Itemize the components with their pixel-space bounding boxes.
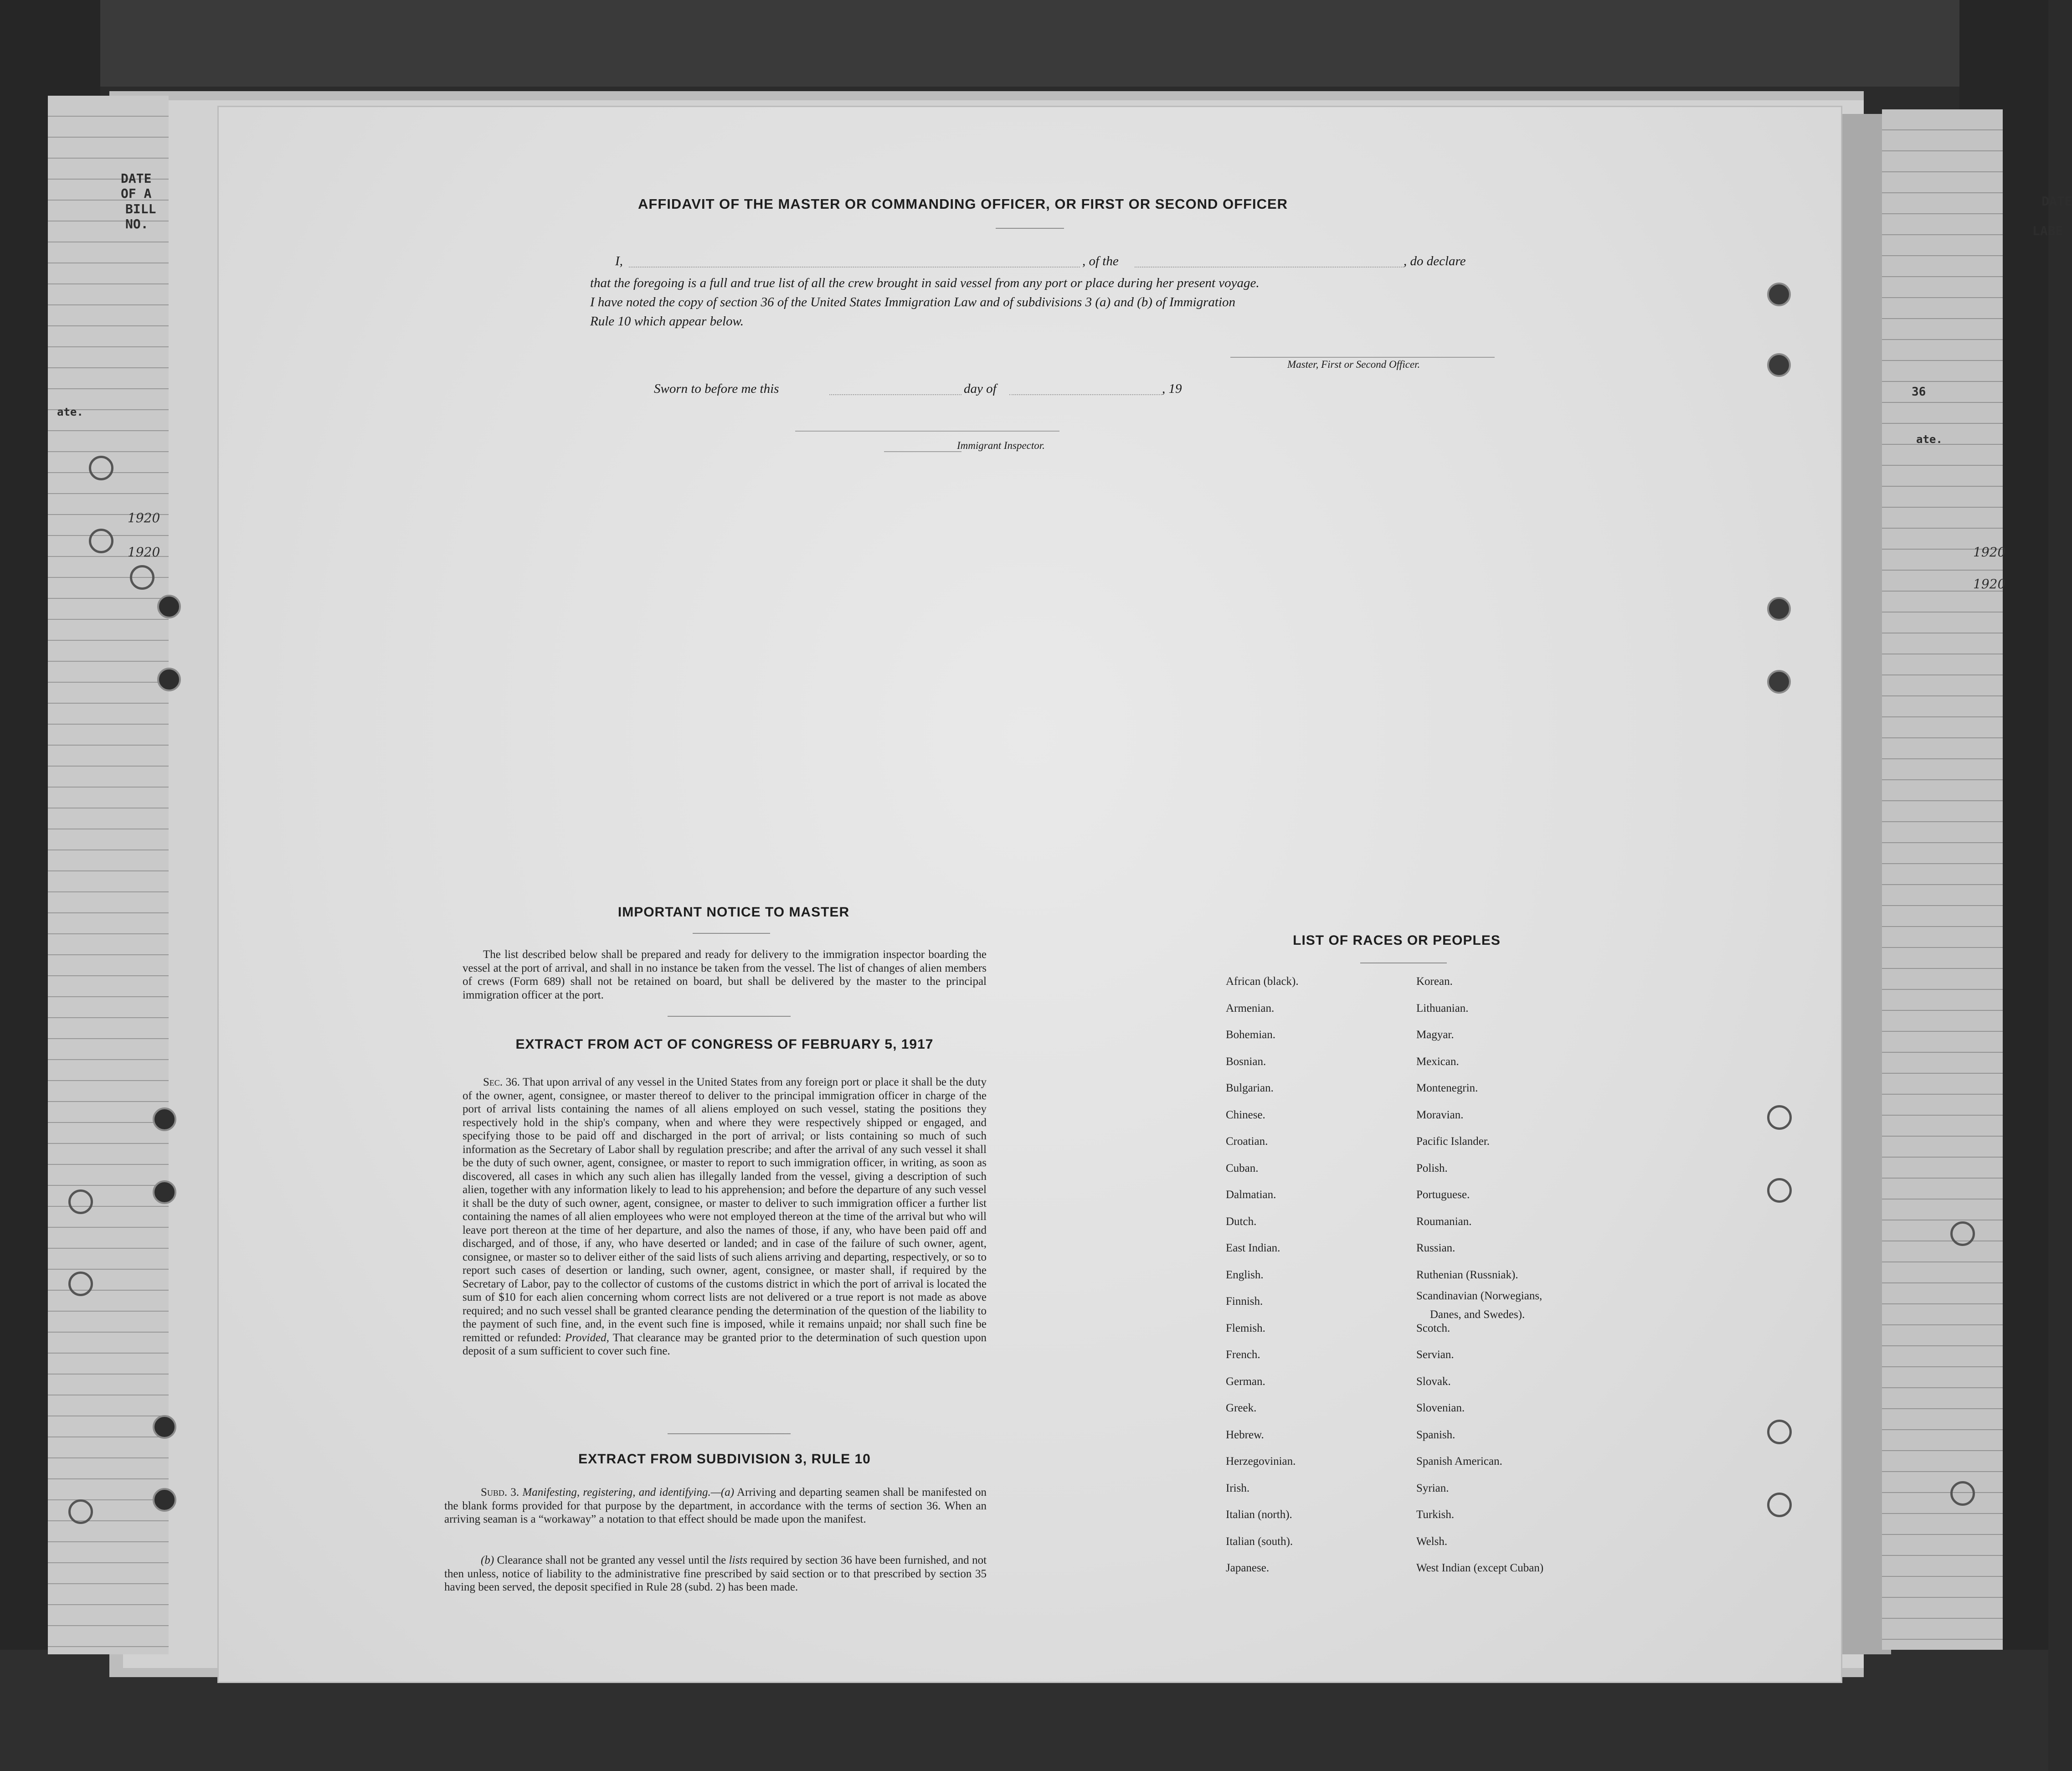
notice-text: The list described below shall be prepared and ready for delivery to the immigration inspector boarding the vessel at the port of arrival, and shall in no instance be taken from the vessel. The list of changes of alien members of crews (Form 689) shall not be retained on board, but shall be delivered by the master to the principal immigration officer at the port.	[463, 948, 987, 1001]
race-item: Japanese.	[1226, 1562, 1270, 1574]
race-item: Bohemian.	[1226, 1029, 1276, 1041]
race-item: Polish.	[1416, 1162, 1448, 1174]
right-ate-label: ate.	[1916, 433, 1943, 446]
section-body-end: That clearance may be granted prior to the determination of such question upon deposit of a sum sufficient to cover such fine.	[463, 1331, 987, 1357]
para-b-text: Clearance shall not be granted any vessel until the	[497, 1554, 726, 1566]
binder-hole	[89, 529, 113, 553]
affidavit-line1-end: , do declare	[1404, 254, 1466, 268]
provided-word: Provided,	[565, 1331, 609, 1344]
affidavit-title: AFFIDAVIT OF THE MASTER OR COMMANDING OFFICER, OR FIRST OR SECOND OFFICER	[638, 196, 1288, 212]
vessel-name-field[interactable]	[1135, 267, 1404, 268]
binder-hole	[153, 1107, 176, 1131]
binder-hole	[130, 565, 154, 590]
binder-hole	[1767, 1420, 1792, 1444]
race-item: Pacific Islander.	[1416, 1135, 1490, 1148]
binder-hole	[1767, 1105, 1792, 1130]
race-item: Mexican.	[1416, 1055, 1459, 1068]
right-year-1: 1920	[1973, 545, 2006, 560]
binder-hole	[1767, 1493, 1792, 1517]
sworn-day-of: day of	[964, 381, 997, 396]
binder-hole	[1767, 670, 1791, 694]
race-item: German.	[1226, 1375, 1265, 1388]
master-name-field[interactable]	[629, 267, 1080, 268]
left-year-2: 1920	[128, 545, 160, 560]
race-item: East Indian.	[1226, 1242, 1280, 1254]
inspector-signature-label: Immigrant Inspector.	[957, 440, 1045, 451]
section-body: That upon arrival of any vessel in the United States from any foreign port or place it shall be the duty of the owner, agent, consignee, or master thereof to deliver to the principal immigration officer in charge of the port of arrival lists containing the names of all aliens employed on such vessel, stating the positions they respectively hold in the ship's company, when and where they were respectively shipped or engaged, and specifying those to be paid off and discharged in the port of arrival; or lists containing so much of such information as the Secretary of Labor shall by regulation prescribe; and after the arrival of any such vessel it shall be the duty of such owner, agent, consignee, or master to report to such immigration officer, in writing, as soon as discovered, all cases in which any such alien has illegally landed from the vessel, giving a description of such alien, together with any information likely to lead to his apprehension; and before the departure of any such vessel it shall be the duty of such owner, agent, consignee, or master to deliver to such immigration officer a further list containing the names of all alien employees who were not employed thereon at the time of the arrival but who will leave port thereon at the time of her departure, and also the names of those, if any, who have been paid off and discharged, and of those, if any, who have deserted or landed; and in case of the failure of such owner, agent, consignee, or master so to deliver either of the said lists of such aliens arriving and departing, respectively, or so to report such cases of desertion or landing, such owner, agent, consignee, or master shall, if required by the Secretary of Labor, pay to the collector of customs of the customs district in which the port of arrival is located the sum of $10 for each alien concerning whom correct lists are not delivered or a true report is not made as above required; and no such vessel shall be granted clearance pending the determination of the question of the liability to the payment of such fine, and, in the event such fine is imposed, while it remains unpaid; nor shall such fine be remitted or refunded:	[463, 1076, 987, 1344]
binder-hole	[68, 1499, 93, 1524]
race-item: Irish.	[1226, 1482, 1250, 1494]
divider	[668, 1433, 791, 1434]
subdivision-heading: Manifesting, registering, and identifying.—(a)	[522, 1486, 735, 1498]
race-item-continuation: Danes, and Swedes).	[1430, 1308, 1525, 1321]
right-number: 36	[1912, 385, 1926, 399]
race-item: African (black).	[1226, 975, 1299, 988]
race-item: Slovak.	[1416, 1375, 1451, 1388]
race-item: Roumanian.	[1416, 1215, 1472, 1228]
binder-hole	[153, 1415, 176, 1439]
right-adjacent-page	[1882, 109, 2072, 1650]
race-item: Servian.	[1416, 1349, 1454, 1361]
subdivision-label: Subd. 3.	[481, 1486, 519, 1498]
right-year-2: 1920	[1973, 577, 2006, 592]
binder-hole	[1950, 1481, 1975, 1506]
left-adjacent-page	[48, 96, 169, 1654]
rule-extract-title: EXTRACT FROM SUBDIVISION 3, RULE 10	[578, 1452, 871, 1467]
binder-hole	[68, 1272, 93, 1296]
left-year-1: 1920	[128, 510, 160, 525]
race-item: Italian (north).	[1226, 1508, 1292, 1521]
race-item: Chinese.	[1226, 1109, 1265, 1121]
master-signature-label: Master, First or Second Officer.	[1287, 359, 1420, 370]
divider	[668, 1016, 791, 1017]
race-item: Russian.	[1416, 1242, 1455, 1254]
binder-hole	[1767, 597, 1791, 621]
master-signature-line[interactable]	[1230, 357, 1495, 358]
binder-hole	[153, 1488, 176, 1512]
race-item: French.	[1226, 1349, 1260, 1361]
race-item: West Indian (except Cuban)	[1416, 1562, 1544, 1574]
race-item: Cuban.	[1226, 1162, 1259, 1174]
binder-hole	[1767, 283, 1791, 306]
left-ate-label: ate.	[57, 406, 83, 418]
race-item: Greek.	[1226, 1402, 1257, 1414]
binder-hole	[157, 668, 181, 691]
left-bill-label: BILL NO.	[125, 201, 156, 232]
crew-list-back-page	[219, 107, 1841, 1682]
race-item: Bulgarian.	[1226, 1082, 1274, 1094]
race-item: Ruthenian (Russniak).	[1416, 1269, 1518, 1281]
race-item: Welsh.	[1416, 1535, 1448, 1548]
race-item: Dalmatian.	[1226, 1189, 1276, 1201]
para-b-lists: lists	[729, 1554, 747, 1566]
race-item: Italian (south).	[1226, 1535, 1293, 1548]
section-label: Sec. 36.	[483, 1076, 520, 1088]
para-b-text-end: required by section 36 have been furnished, and not then unless, notice of liability to the administrative fine prescribed by said section or to that prescribed by section 35 having been served, the deposit specified in Rule 28 (subd. 2) has been made.	[444, 1554, 987, 1593]
race-item: Slovenian.	[1416, 1402, 1465, 1414]
race-item: Lithuanian.	[1416, 1002, 1469, 1014]
binder-hole	[89, 456, 113, 480]
scanner-background-top	[0, 0, 2048, 87]
binder-hole	[68, 1189, 93, 1214]
race-item: Moravian.	[1416, 1109, 1464, 1121]
binder-hole	[1767, 1178, 1792, 1203]
race-item: Spanish American.	[1416, 1455, 1502, 1467]
race-item: English.	[1226, 1269, 1264, 1281]
right-date-label: DATE	[2041, 194, 2072, 209]
race-item: Hebrew.	[1226, 1429, 1264, 1441]
inspector-signature-line[interactable]	[795, 431, 1059, 432]
rule-para-a	[444, 1486, 987, 1526]
races-title: LIST OF RACES OR PEOPLES	[1293, 933, 1501, 948]
race-item: Scotch.	[1416, 1322, 1450, 1334]
race-item: Scandinavian (Norwegians,	[1416, 1290, 1542, 1302]
affidavit-line2: that the foregoing is a full and true list of all the crew brought in said vessel from any port or place during her present voyage.	[590, 276, 1260, 290]
affidavit-line3: I have noted the copy of section 36 of the United States Immigration Law and of subdivisions 3 (a) and (b) of Immigration	[590, 295, 1236, 309]
subdivision-a-text: Arriving and departing seamen shall be manifested on the blank forms provided for that purpose by the department, in accordance with the terms of section 36. When an arriving seaman is a “workaway” a notation to that effect should be made upon the manifest.	[444, 1486, 987, 1525]
race-item: Croatian.	[1226, 1135, 1268, 1148]
race-item: Turkish.	[1416, 1508, 1455, 1521]
rule-para-b	[444, 1554, 987, 1594]
binder-hole	[157, 595, 181, 618]
race-item: Magyar.	[1416, 1029, 1454, 1041]
race-item: Portuguese.	[1416, 1189, 1470, 1201]
act-extract-title: EXTRACT FROM ACT OF CONGRESS OF FEBRUARY 5, 1917	[515, 1037, 934, 1052]
race-item: Herzegovinian.	[1226, 1455, 1296, 1467]
race-item: Bosnian.	[1226, 1055, 1266, 1068]
sworn-day-field[interactable]	[829, 394, 961, 395]
binder-hole	[1950, 1221, 1975, 1246]
sworn-text: Sworn to before me this	[654, 381, 779, 396]
sworn-month-field[interactable]	[1009, 394, 1162, 395]
race-item: Korean.	[1416, 975, 1453, 988]
sworn-year: , 19	[1162, 381, 1182, 396]
para-b-label: (b)	[481, 1554, 494, 1566]
race-item: Spanish.	[1416, 1429, 1455, 1441]
race-item: Syrian.	[1416, 1482, 1449, 1494]
race-item: Dutch.	[1226, 1215, 1257, 1228]
right-bill-label: LABE	[2032, 223, 2063, 238]
affidavit-line1-mid: , of the	[1082, 254, 1119, 268]
race-item: Armenian.	[1226, 1002, 1275, 1014]
inspector-signature-underline	[884, 451, 961, 452]
binder-hole	[1767, 353, 1791, 377]
affidavit-line4: Rule 10 which appear below.	[590, 314, 744, 329]
act-extract-text	[463, 1076, 987, 1358]
race-item: Flemish.	[1226, 1322, 1265, 1334]
binder-hole	[153, 1180, 176, 1204]
affidavit-line1-start: I,	[615, 254, 623, 268]
divider	[693, 933, 770, 934]
notice-title: IMPORTANT NOTICE TO MASTER	[617, 905, 850, 920]
left-date-label: DATE OF A	[121, 171, 152, 201]
race-item: Montenegrin.	[1416, 1082, 1478, 1094]
divider	[996, 228, 1064, 229]
race-item: Finnish.	[1226, 1295, 1263, 1308]
